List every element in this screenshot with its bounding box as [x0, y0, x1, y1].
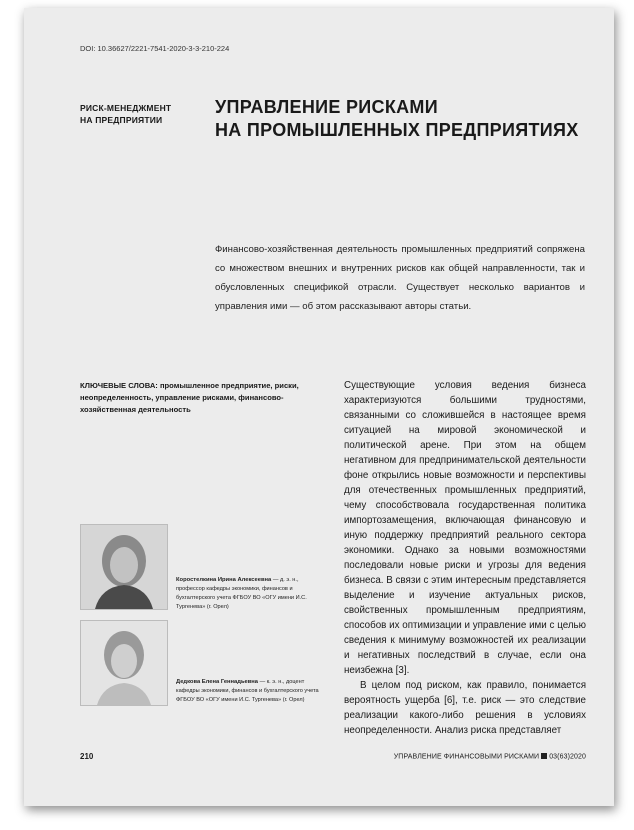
journal-issue: 03(63)2020: [549, 753, 586, 761]
author-details: — д. э. н., профессор кафедры экономики, финансов и бухгалтерского учета ФГБОУ ВО «ОГУ имени И.С. Тургенева» (г. Орел): [176, 577, 307, 610]
journal-page: [24, 8, 614, 806]
section-line: РИСК-МЕНЕДЖМЕНТ: [80, 103, 172, 113]
body-paragraph: В целом под риском, как правило, понимается вероятность ущерба [6], т.е. риск — это следствие реализации какого-либо решения в условиях неопределенности. Анализ риска представляет: [344, 680, 586, 736]
author-details: — к. э. н., доцент кафедры экономики, финансов и бухгалтерского учета ФГБОУ ВО «ОГУ имени И.С. Тургенева» (г. Орел): [176, 679, 319, 703]
journal-footer: [394, 753, 586, 761]
abstract: Финансово-хозяйственная деятельность промышленных предприятий сопряжена со множеством внешних и внутренних рисков как общей направленности, так и обусловленных спецификой отрасли. Существует несколько вариантов и управления ими — об этом рассказывают авторы статьи.: [215, 244, 585, 312]
author-info: [176, 576, 326, 612]
author-photo: [80, 524, 168, 610]
square-separator-icon: [541, 753, 547, 759]
author-info: [176, 678, 326, 705]
title-line: НА ПРОМЫШЛЕННЫХ ПРЕДПРИЯТИЯХ: [215, 120, 579, 140]
section-heading: [80, 102, 171, 126]
author-photo: [80, 620, 168, 706]
author-name: Коростелкина Ирина Алексеевна: [176, 577, 272, 583]
journal-name: УПРАВЛЕНИЕ ФИНАНСОВЫМИ РИСКАМИ: [393, 753, 540, 761]
doi: DOI: 10.36627/2221-7541-2020-3-3-210-224: [80, 44, 230, 53]
section-line: НА ПРЕДПРИЯТИИ: [80, 115, 163, 125]
author-name: Дедкова Елена Геннадьевна: [176, 679, 259, 685]
keywords: КЛЮЧЕВЫЕ СЛОВА: промышленное предприятие, риски, неопределенность, управление рисками, финансово-хозяйственная деятельность: [80, 381, 299, 414]
page-number: 210: [80, 752, 94, 761]
article-body: [344, 378, 586, 738]
body-paragraph: Существующие условия ведения бизнеса характеризуются большими трудностями, связанными со сложившейся в настоящее время ситуацией на мировой экономической и политической арене. При этом на общем негативном для предпринимательской деятельности фоне открылись новые возможности и перспективы для отечественных промышленных предприятий, чему способствовала государственная политика импортозамещения, включающая финансовую и иную поддержку предприятий реального сектора экономики. Однако за новыми возможностями последовали новые риски и угрозы для ведения бизнеса. В связи с этим интересным представляется выделение и изучение актуальных рисков, свойственных промышленным предприятиям, способов их оптимизации и управление ими с целью сведения к минимуму возможностей их реализации и негативных последствий в случае, если она неизбежна [3].: [344, 380, 586, 676]
title-line: УПРАВЛЕНИЕ РИСКАМИ: [215, 97, 438, 117]
article-title: [215, 96, 579, 142]
